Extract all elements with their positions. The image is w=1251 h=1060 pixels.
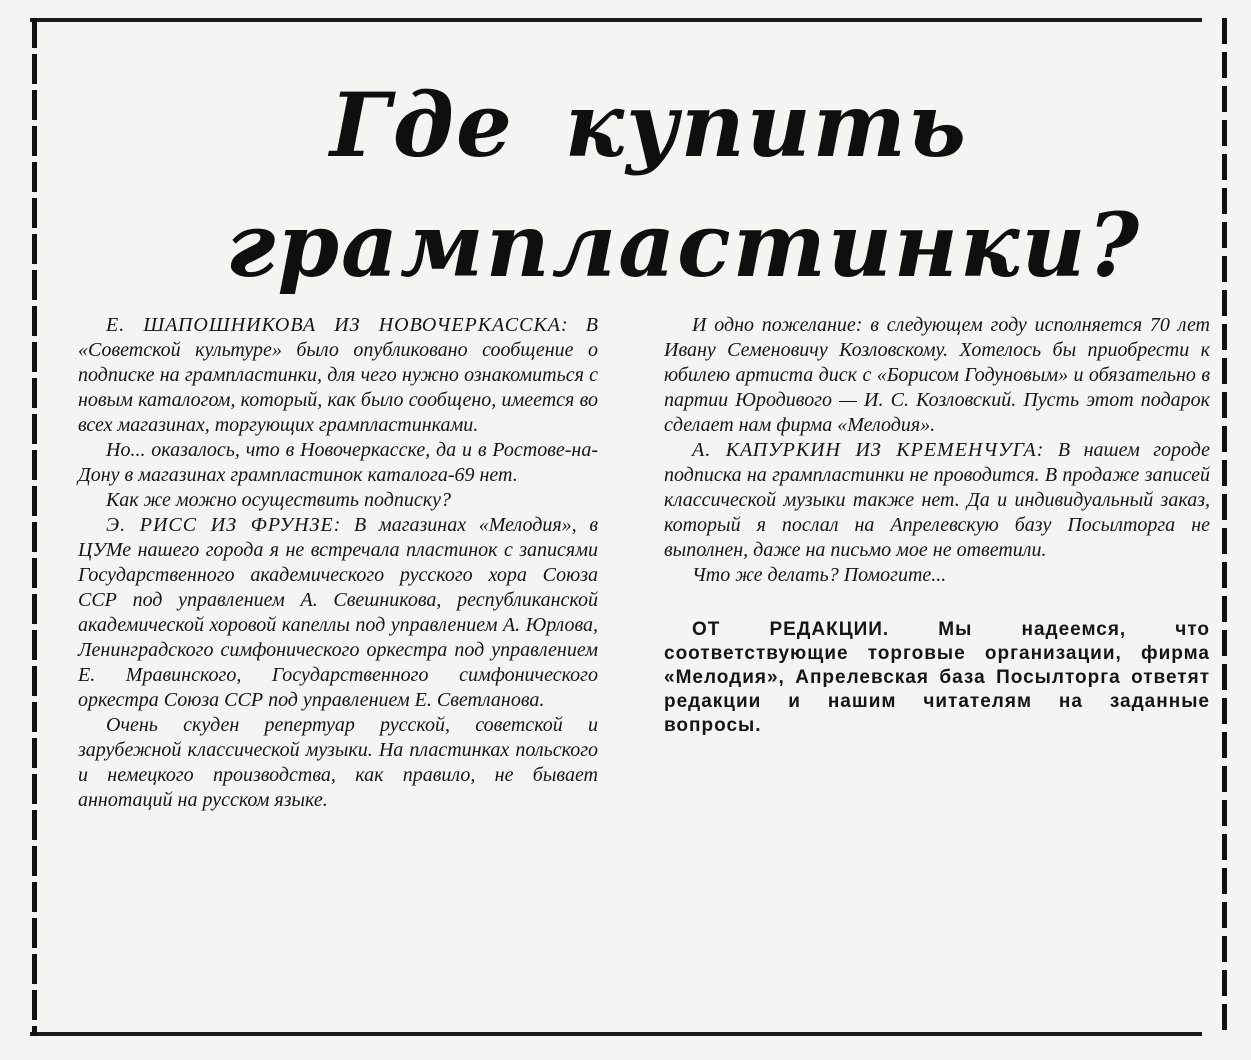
editorial-note — [664, 618, 1210, 738]
letter-author-kapurkin: А. КАПУРКИН ИЗ КРЕМЕНЧУГА: — [692, 439, 1045, 461]
letter-riss-paragraph-3: И одно пожелание: в следующем году исполняется 70 лет Ивану Семеновичу Козловскому. Хотелось бы приобрести к юбилею артиста диск с «Борисом Годуновым» и обязательно в партии Юродивого — И. С. Козловский. Пусть этот подарок сделает нам фирма «Мелодия». — [664, 314, 1210, 436]
letter-riss-paragraph-2: Очень скуден репертуар русской, советской и зарубежной классической музыки. На пластинках польского и немецкого производства, как правило, не бывает аннотаций на русском языке. — [78, 714, 598, 811]
editorial-label: ОТ РЕДАКЦИИ. — [692, 619, 890, 640]
letter-author-shaposhnikova: Е. ШАПОШНИКОВА ИЗ НОВОЧЕРКАССКА: — [106, 314, 569, 336]
bottom-rule — [30, 1032, 1202, 1036]
letter-kapurkin-paragraph-2: Что же делать? Помогите... — [692, 564, 947, 586]
headline-line-2: грампластинки? — [226, 193, 1142, 297]
letter-author-riss: Э. РИСС ИЗ ФРУНЗЕ: — [106, 514, 342, 536]
letter-text: В нашем городе подписка на грампластинки не проводится. В продаже записей классической музыки также нет. Да и индивидуальный заказ, который я послал на Апрелевскую базу Посылторга не выполнен, даже на письмо мое не ответили. — [664, 439, 1211, 561]
letter-text: В «Советской культуре» было опубликовано сообщение о подписке на грампластинки, для чего нужно ознакомиться с новым каталогом, который, как было сообщено, имеется во всех магазинах, торгующих грампластинками. — [78, 314, 599, 436]
letter-kapurkin-paragraph-1 — [664, 438, 1210, 563]
letter-shaposhnikova-paragraph-2: Но... оказалось, что в Новочеркасске, да и в Ростове-на-Дону в магазинах грампластинок каталога-69 нет. — [78, 439, 598, 486]
letter-shaposhnikova-paragraph-3: Как же можно осуществить подписку? — [106, 489, 451, 511]
headline-line-1: Где купить — [330, 73, 968, 177]
letter-text: В магазинах «Мелодия», в ЦУМе нашего города я не встречала пластинок с записями Государственного академического русского хора Союза ССР под управлением А. Свешникова, республиканской академической хоровой капеллы под управлением А. Юрлова, Ленинградского симфонического оркестра под управлением Е. Мравинского, Государственного симфонического оркестра Союза ССР под управлением Е. Светланова. — [78, 514, 598, 711]
right-dashed-rule — [1222, 18, 1227, 1036]
article-column-right — [664, 313, 1210, 738]
left-dashed-rule — [32, 18, 37, 1036]
letter-shaposhnikova-paragraph-1 — [78, 313, 598, 438]
letter-riss-paragraph-1 — [78, 513, 598, 713]
article-column-left — [78, 313, 598, 813]
top-rule — [30, 18, 1202, 22]
editorial-text: Мы надеемся, что соответствующие торговые организации, фирма «Мелодия», Апрелевская база Посылторга ответят редакции и нашим читателям на заданные вопросы. — [664, 619, 1210, 736]
